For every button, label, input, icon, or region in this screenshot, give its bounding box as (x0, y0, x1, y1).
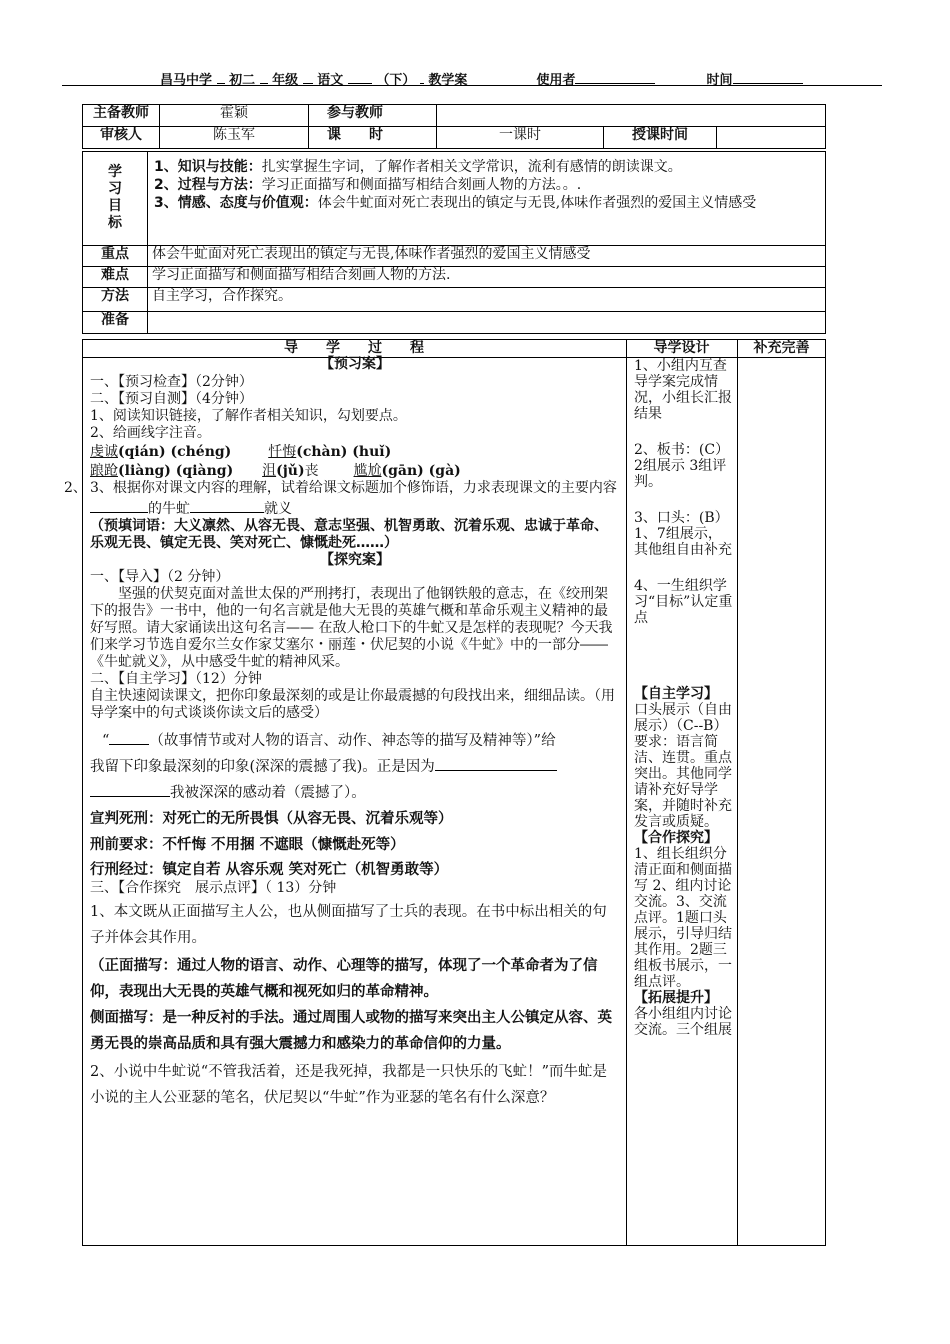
grade-suffix: 年级 (272, 73, 299, 88)
fill-words: （预填词语：大义凛然、从容无畏、意志坚强、机智勇敢、沉着乐观、忠诚于革命、乐观无畏、镇定无畏、笑对死亡、慷慨赴死……） (90, 518, 608, 551)
school-name: 昌马中学 (160, 73, 213, 88)
pinyin-word: 踉跄 (90, 463, 118, 479)
grade: 初二 (229, 73, 256, 88)
objective-item (154, 176, 819, 194)
coop-question-1: 1、本文既从正面描写主人公，也从侧面描写了士兵的表现。在书中标出相关的句子并体会其作用。 (90, 904, 607, 946)
col-divider-2 (737, 339, 738, 1246)
objectives-label-char: 目 (108, 198, 122, 214)
subject: 语文 (317, 73, 344, 88)
sentence-3: 我被深深的感动着（震撼了）。 (90, 780, 620, 806)
process-content (64, 356, 620, 1111)
design-item-3: 3、口头：(B）1、7组展示，其他组自由补充 (634, 510, 732, 558)
objective-text: 学习正面描写和侧面描写相结合刻画人物的方法。。. (261, 177, 582, 193)
intro-text: 坚强的伏契克面对盖世太保的严刑拷打，表现出了他钢铁般的意志，在《绞刑架下的报告》一书中，他的一句名言就是他大无畏的英雄气概和革命乐观主义精神的最好写照。请大家诵读出这句名言—— 在敌人枪口下的牛虻又是怎样的表现呢？今天我们来学习节选自爱尔兰女作家艾塞尔・丽莲・伏尼契的小说《牛虻》中的一部分――《牛虻就义》，从中感受牛虻的精神风采。 (90, 586, 613, 670)
objective-item (154, 158, 819, 176)
supplement-column-header: 补充完善 (753, 340, 810, 356)
preview-self: 二、【预习自测】（4分钟） (90, 391, 253, 407)
front-description: （正面描写：通过人物的语言、动作、心理等的描写，体现了一个革命者为了信仰，表现出大无畏的英雄气概和视死如归的革命精神。 (90, 958, 598, 1000)
participants-label: 参与教师 (309, 105, 437, 127)
sentence-1: “ （故事情节或对人物的语言、动作、神态等的描写及精神等）”给 (90, 728, 620, 754)
main-teacher: 霍颖 (160, 105, 309, 127)
objective-text: 体会牛虻面对死亡表现出的镇定与无畏,体味作者强烈的爱国主义情感受 (317, 195, 757, 211)
participants-value[interactable] (437, 105, 826, 127)
focus: 体会牛虻面对死亡表现出的镇定与无畏,体味作者强烈的爱国主义情感受 (148, 246, 826, 267)
sentence-blank-2[interactable] (435, 756, 557, 771)
volume: （下） (376, 73, 416, 88)
design-self: 口头展示（自由展示）（C--B）要求：语言简洁、连贯。重点突出。其他同学请补充好导学案，并随时补充发言或质疑。 (634, 702, 732, 830)
step-1: 1、阅读知识链接，了解作者相关知识，勾划要点。 (90, 408, 407, 424)
self-study-text: 自主快速阅读课文，把你印象最深刻的或是让你最震撼的句段找出来，细细品读。（用导学案中的句式谈谈你读文后的感受） (90, 688, 615, 721)
pinyin-reading: (gān) (gà) (381, 463, 461, 479)
objectives-label (83, 152, 148, 246)
reviewer: 陈玉军 (160, 127, 309, 149)
pinyin-word: 虔诚 (90, 444, 118, 460)
design-item-1: 1、小组内互查导学案完成情况，小组长汇报结果 (634, 358, 732, 422)
method-label: 方法 (83, 288, 148, 312)
main-teacher-label: 主备教师 (83, 105, 160, 127)
before-execution: 刑前要求：不忏悔 不用捆 不遮眼（慷慨赴死等） (90, 837, 405, 853)
pinyin-word: 尴尬 (353, 463, 382, 479)
user-label: 使用者 (536, 73, 576, 88)
design-content (634, 358, 734, 1038)
objectives-table (82, 151, 826, 334)
design-coop: 1、组长组织分清正面和侧面描写 2、组内讨论交流。3、交流点评。1题口头展示，引导归结其作用。2题三组板书展示，一组点评。 (634, 846, 732, 990)
objectives-label-char: 标 (108, 215, 122, 231)
period: 一课时 (437, 127, 604, 149)
design-item-4: 4、一生组织学习“目标”认定重点 (634, 578, 733, 626)
title-fill: 的牛虻 就义 (90, 498, 620, 518)
pinyin-reading: (qián) (chéng) (118, 444, 232, 460)
period-label: 课 时 (309, 127, 437, 149)
objective-head: 3、情感、态度与价值观： (154, 195, 318, 211)
title-blank-1[interactable] (90, 498, 148, 513)
sentence-2: 我留下印象最深刻的印象(深深的震撼了我)。正是因为 (90, 754, 620, 780)
focus-label: 重点 (83, 246, 148, 267)
pinyin-word: 忏悔 (268, 444, 297, 460)
design-ext: 各小组组内讨论交流。三个组展 (634, 1006, 732, 1038)
header-rule (62, 85, 882, 86)
intro-head: 一、【导入】（2 分钟） (90, 569, 230, 585)
sentence-blank-1[interactable] (109, 730, 149, 745)
reviewer-label: 审核人 (83, 127, 160, 149)
coop-head: 三、【合作探究 展示点评】（ 13）分钟 (90, 880, 337, 896)
time-label: 时间 (706, 73, 733, 88)
pinyin-reading: (chàn) (huǐ) (296, 444, 392, 460)
objectives-label-char: 学 (108, 164, 122, 180)
col-divider-1 (626, 339, 627, 1246)
step-2: 2、给画线字注音。 (90, 425, 211, 441)
design-coop-title: 【合作探究】 (634, 830, 718, 846)
margin-number: 2、 (64, 480, 87, 496)
pinyin-row-2 (90, 463, 620, 480)
verdict: 宣判死刑：对死亡的无所畏惧（从容无畏、沉着乐观等） (90, 811, 453, 827)
pinyin-word: 沮 (262, 463, 277, 479)
prep-value[interactable] (148, 312, 826, 334)
preview-check: 一、【预习检查】（2分钟） (90, 374, 253, 390)
difficulty: 学习正面描写和侧面描写相结合刻画人物的方法. (148, 267, 826, 288)
objective-head: 1、知识与技能： (154, 159, 262, 175)
doc-type: 教学案 (428, 73, 468, 88)
pinyin-tail: 丧 (304, 463, 319, 479)
objective-item (154, 194, 819, 212)
execution: 行刑经过：镇定自若 从容乐观 笑对死亡（机智勇敢等） (90, 862, 449, 878)
pinyin-reading: (liàng) (qiàng) (118, 463, 234, 479)
step-3: 2、 3、根据你对课文内容的理解，试着给课文标题加个修饰语，力求表现课文的主要内容 (64, 480, 617, 496)
method: 自主学习，合作探究。 (148, 288, 826, 312)
design-column-header: 导学设计 (653, 340, 710, 356)
coop-question-2: 2、小说中牛虻说“不管我活着，还是我死掉，我都是一只快乐的飞虻！”而牛虻是小说的主人公亚瑟的笔名，伏尼契以“牛虻”作为亚瑟的笔名有什么深意？ (90, 1064, 608, 1106)
user-field[interactable] (575, 69, 655, 84)
objectives-label-char: 习 (108, 181, 122, 197)
pinyin-row-1 (90, 444, 620, 461)
preview-title: 【预习案】 (320, 356, 390, 372)
design-item-2: 2、板书：(C）2组展示 3组评判。 (634, 442, 730, 490)
explore-title: 【探究案】 (320, 552, 390, 568)
class-time-value[interactable] (717, 127, 826, 149)
difficulty-label: 难点 (83, 267, 148, 288)
info-table (82, 104, 826, 149)
design-self-title: 【自主学习】 (634, 686, 718, 702)
class-time-label: 授课时间 (604, 127, 717, 149)
objective-head: 2、过程与方法： (154, 177, 262, 193)
objective-text: 扎实掌握生字词，了解作者相关文学常识，流利有感情的朗读课文。 (261, 159, 682, 175)
prep-label: 准备 (83, 312, 148, 334)
title-blank-2[interactable] (190, 498, 264, 513)
self-study-head: 二、【自主学习】（12）分钟 (90, 671, 262, 687)
time-field[interactable] (733, 69, 803, 84)
pinyin-reading: (jǔ) (276, 463, 305, 479)
side-description: 侧面描写：是一种反衬的手法。通过周围人或物的描写来突出主人公镇定从容、英勇无畏的崇高品质和具有强大震撼力和感染力的革命信仰的力量。 (90, 1010, 612, 1052)
design-ext-title: 【拓展提升】 (634, 990, 718, 1006)
process-column-header: 导 学 过 程 (284, 340, 424, 356)
sentence-blank-3[interactable] (90, 782, 170, 797)
objectives-content (148, 152, 826, 246)
